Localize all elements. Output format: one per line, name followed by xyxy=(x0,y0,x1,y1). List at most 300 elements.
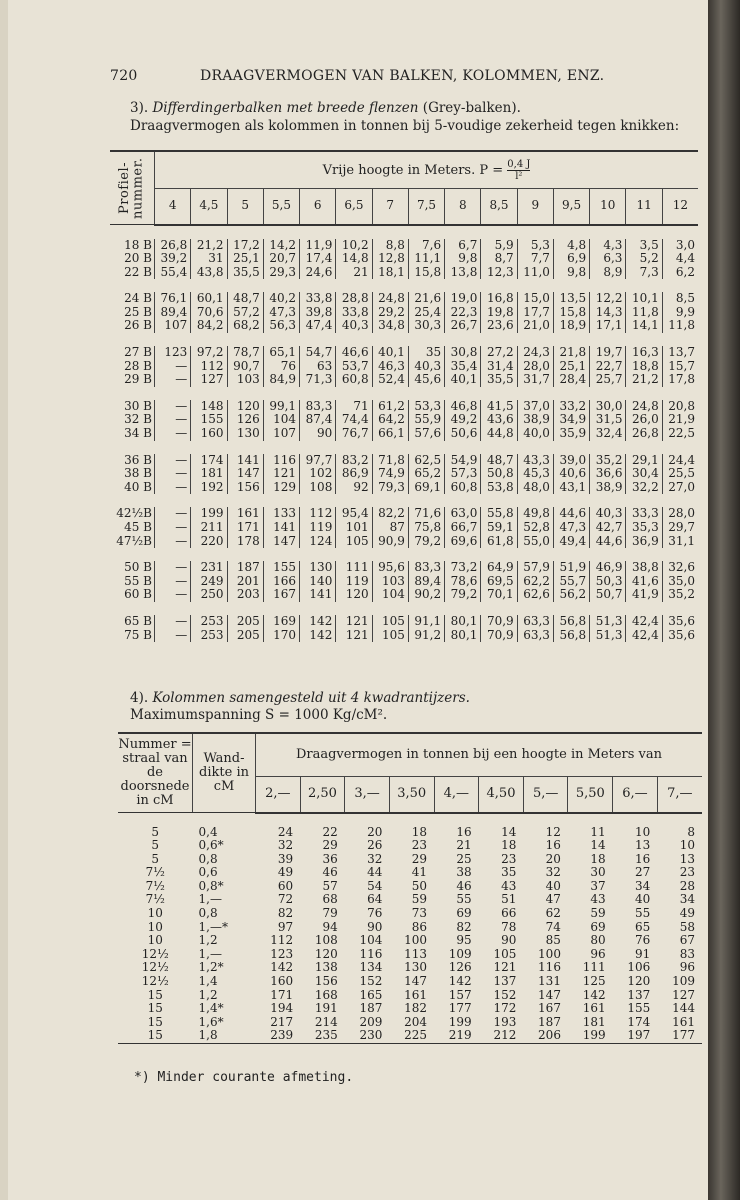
height-header: 2,50 xyxy=(300,777,345,813)
value-cell: 23 xyxy=(501,851,517,866)
value-cell: 253 xyxy=(191,615,227,629)
value-cell: 28 xyxy=(679,878,695,893)
value-cell: 44,6 xyxy=(590,535,626,549)
value-cell: 64 xyxy=(367,892,383,907)
value-cell: 82 xyxy=(456,919,472,934)
value-cell: 80 xyxy=(590,933,606,948)
height-header: 5,— xyxy=(523,777,568,813)
footnote: *) Minder courante afmeting. xyxy=(134,1070,354,1085)
value-cell: 47,4 xyxy=(300,319,336,333)
value-cell: 39 xyxy=(277,851,294,866)
value-cell: — xyxy=(155,507,191,521)
value-cell: 147 xyxy=(263,535,299,549)
running-header xyxy=(110,68,700,90)
value-cell: 214 xyxy=(314,1014,338,1029)
value-cell: 61,8 xyxy=(481,535,517,549)
value-cell: 60,8 xyxy=(445,481,481,495)
profile-cell: 36 B xyxy=(124,452,152,467)
value-cell: 142 xyxy=(582,987,606,1002)
profile-cell: 47½B xyxy=(116,533,152,548)
value-cell: 156 xyxy=(227,481,263,495)
value-cell: 120 xyxy=(627,974,651,989)
table-row xyxy=(110,413,698,427)
table-row xyxy=(118,921,702,935)
value-cell: — xyxy=(155,561,191,575)
value-cell: 46 xyxy=(456,878,472,893)
value-cell: 18 xyxy=(411,824,428,839)
section-3-number: 3). xyxy=(130,100,149,116)
value-cell: 4,3 xyxy=(590,239,626,253)
value-cell: 91 xyxy=(634,946,651,961)
table-row xyxy=(110,507,698,521)
value-cell: 46,6 xyxy=(336,346,372,360)
value-cell: 54,7 xyxy=(300,346,336,360)
table-row xyxy=(110,467,698,481)
table-row xyxy=(118,880,702,894)
value-cell: 35,6 xyxy=(662,615,698,629)
value-cell: 100 xyxy=(538,946,561,961)
table-1-body xyxy=(110,225,698,643)
value-cell: 141 xyxy=(263,521,299,535)
value-cell: 46 xyxy=(322,865,338,880)
value-cell: 59 xyxy=(590,906,606,921)
wall-cell: 1,8 xyxy=(198,1028,218,1043)
value-cell: 71,3 xyxy=(300,373,336,387)
value-cell: 97,7 xyxy=(300,454,336,468)
value-cell: 16 xyxy=(634,851,651,866)
value-cell: 4,8 xyxy=(553,239,589,253)
value-cell: 192 xyxy=(191,481,227,495)
value-cell: 91,2 xyxy=(408,629,444,643)
table-row xyxy=(110,454,698,468)
value-cell: 44,8 xyxy=(481,427,517,441)
value-cell: 17,7 xyxy=(517,306,553,320)
value-cell: 24 xyxy=(277,824,294,839)
value-cell: 46,8 xyxy=(445,400,481,414)
value-cell: 73 xyxy=(411,906,428,921)
value-cell: 26,7 xyxy=(445,319,481,333)
height-header: 10 xyxy=(590,189,626,225)
value-cell: 60 xyxy=(277,878,294,893)
value-cell: 142 xyxy=(300,629,336,643)
page-number: 720 xyxy=(110,68,138,84)
value-cell: 31,5 xyxy=(590,413,626,427)
quadrant-column-table xyxy=(118,732,702,1044)
value-cell: 14 xyxy=(590,838,606,853)
value-cell: 69,1 xyxy=(408,481,444,495)
height-header: 4,5 xyxy=(191,189,227,225)
value-cell: 8 xyxy=(687,824,695,839)
value-cell: 13,8 xyxy=(445,266,481,280)
value-cell: 219 xyxy=(448,1028,472,1043)
value-cell: 130 xyxy=(300,561,336,575)
value-cell: 16,3 xyxy=(626,346,662,360)
value-cell: 177 xyxy=(448,1001,472,1016)
value-cell: 32 xyxy=(545,865,561,880)
profile-cell: 50 B xyxy=(124,560,152,575)
table-row xyxy=(118,961,702,975)
value-cell: 20,7 xyxy=(263,252,299,266)
value-cell: 95,4 xyxy=(336,507,372,521)
table-row xyxy=(118,866,702,880)
value-cell: 217 xyxy=(270,1014,294,1029)
wall-cell: 0,8 xyxy=(198,906,218,921)
number-cell: 7½ xyxy=(145,878,165,893)
value-cell: 80,1 xyxy=(445,615,481,629)
value-cell: 27,2 xyxy=(481,346,517,360)
value-cell: 46,9 xyxy=(590,561,626,575)
wall-cell: 0,8 xyxy=(198,851,218,866)
value-cell: 56,3 xyxy=(263,319,299,333)
value-cell: 9,8 xyxy=(553,266,589,280)
value-cell: 70,1 xyxy=(481,588,517,602)
value-cell: 18,9 xyxy=(553,319,589,333)
value-cell: 250 xyxy=(191,588,227,602)
value-cell: — xyxy=(155,615,191,629)
value-cell: 112 xyxy=(270,933,294,948)
table-row xyxy=(118,1029,702,1043)
value-cell: 68,2 xyxy=(227,319,263,333)
value-cell: 12 xyxy=(545,824,561,839)
value-cell: 76 xyxy=(634,933,651,948)
section-3-subtitle: Draagvermogen als kolommen in tonnen bij 5-voudige zekerheid tegen knikken: xyxy=(130,118,680,134)
value-cell: 199 xyxy=(448,1014,472,1029)
value-cell: 32,4 xyxy=(590,427,626,441)
value-cell: 142 xyxy=(448,974,472,989)
value-cell: 78,6 xyxy=(445,575,481,589)
value-cell: 4,4 xyxy=(662,252,698,266)
value-cell: 70,9 xyxy=(481,615,517,629)
value-cell: 29,1 xyxy=(626,454,662,468)
profile-cell: 60 B xyxy=(124,587,152,602)
value-cell: 161 xyxy=(582,1001,606,1016)
value-cell: 69,5 xyxy=(481,575,517,589)
value-cell: 12,2 xyxy=(590,292,626,306)
height-header: 2,— xyxy=(256,777,301,813)
value-cell: 40,3 xyxy=(408,360,444,374)
value-cell: 20 xyxy=(545,851,561,866)
profile-cell: 22 B xyxy=(124,264,152,279)
value-cell: 18 xyxy=(501,838,517,853)
value-cell: 56,8 xyxy=(553,615,589,629)
value-cell: 206 xyxy=(538,1028,561,1043)
value-cell: 90,7 xyxy=(227,360,263,374)
value-cell: 142 xyxy=(300,615,336,629)
value-cell: 105 xyxy=(336,535,372,549)
wall-cell: 1,4* xyxy=(198,1001,224,1016)
value-cell: 92 xyxy=(336,481,372,495)
value-cell: 37,0 xyxy=(517,400,553,414)
value-cell: 89,4 xyxy=(408,575,444,589)
value-cell: 21,0 xyxy=(517,319,553,333)
value-cell: 63,0 xyxy=(445,507,481,521)
value-cell: 211 xyxy=(191,521,227,535)
value-cell: 97 xyxy=(277,919,294,934)
value-cell: 174 xyxy=(627,1014,651,1029)
value-cell: 72 xyxy=(277,892,294,907)
value-cell: 108 xyxy=(314,933,338,948)
table-row xyxy=(118,989,702,1003)
value-cell: 29,7 xyxy=(662,521,698,535)
value-cell: 6,9 xyxy=(553,252,589,266)
value-cell: 55 xyxy=(456,892,472,907)
value-cell: 144 xyxy=(672,1001,695,1016)
value-cell: 155 xyxy=(627,1001,651,1016)
section-3-title xyxy=(130,100,521,116)
value-cell: 249 xyxy=(191,575,227,589)
value-cell: 235 xyxy=(314,1028,338,1043)
value-cell: 62,6 xyxy=(517,588,553,602)
value-cell: 35,0 xyxy=(662,575,698,589)
value-cell: 157 xyxy=(448,987,472,1002)
value-cell: 11 xyxy=(590,824,606,839)
value-cell: 80,1 xyxy=(445,629,481,643)
value-cell: 26,0 xyxy=(626,413,662,427)
value-cell: 51,9 xyxy=(553,561,589,575)
value-cell: 50,8 xyxy=(481,467,517,481)
value-cell: 97,2 xyxy=(191,346,227,360)
value-cell: 63,3 xyxy=(517,629,553,643)
value-cell: 29 xyxy=(411,851,428,866)
value-cell: 212 xyxy=(493,1028,517,1043)
value-cell: 253 xyxy=(191,629,227,643)
formula-numerator: 0,4 J xyxy=(507,158,531,170)
value-cell: — xyxy=(155,535,191,549)
value-cell: 170 xyxy=(263,629,299,643)
value-cell: 127 xyxy=(672,987,695,1002)
value-cell: 71 xyxy=(336,400,372,414)
value-cell: 39,8 xyxy=(300,306,336,320)
value-cell: 129 xyxy=(263,481,299,495)
value-cell: 48,7 xyxy=(227,292,263,306)
height-header: 6,5 xyxy=(336,189,372,225)
section-4-title xyxy=(130,690,470,706)
number-cell: 7½ xyxy=(145,892,165,907)
spacer-cell xyxy=(118,813,702,826)
value-cell: 147 xyxy=(538,987,561,1002)
value-cell: — xyxy=(155,588,191,602)
value-cell: 75,8 xyxy=(408,521,444,535)
value-cell: 107 xyxy=(155,319,191,333)
value-cell: 68 xyxy=(322,892,338,907)
value-cell: 41,9 xyxy=(626,588,662,602)
height-header: 5,5 xyxy=(263,189,299,225)
value-cell: 10 xyxy=(679,838,695,853)
section-3-title-italic: Differdingerbalken met breede flenzen xyxy=(152,100,419,116)
profile-cell: 28 B xyxy=(124,358,152,373)
value-cell: — xyxy=(155,360,191,374)
value-cell: 101 xyxy=(336,521,372,535)
table-row xyxy=(118,1016,702,1030)
value-cell: 171 xyxy=(227,521,263,535)
value-cell: 10,1 xyxy=(626,292,662,306)
value-cell: 205 xyxy=(227,615,263,629)
value-cell: 109 xyxy=(448,946,472,961)
value-cell: 25,4 xyxy=(408,306,444,320)
value-cell: 112 xyxy=(191,360,227,374)
value-cell: 41,5 xyxy=(481,400,517,414)
value-cell: 16 xyxy=(456,824,472,839)
table-row xyxy=(110,346,698,360)
value-cell: 56,2 xyxy=(553,588,589,602)
value-cell: 49 xyxy=(277,865,294,880)
value-cell: 197 xyxy=(627,1028,651,1043)
value-cell: — xyxy=(155,427,191,441)
value-cell: 55 xyxy=(634,906,651,921)
value-cell: 100 xyxy=(404,933,428,948)
value-cell: 120 xyxy=(227,400,263,414)
table-row xyxy=(110,561,698,575)
value-cell: 49 xyxy=(679,906,695,921)
value-cell: 7,3 xyxy=(626,266,662,280)
value-cell: 104 xyxy=(372,588,408,602)
profile-cell: 40 B xyxy=(124,479,152,494)
profile-cell: 29 B xyxy=(124,372,152,387)
value-cell: 42,4 xyxy=(626,615,662,629)
table-row xyxy=(118,839,702,853)
value-cell: 209 xyxy=(359,1014,383,1029)
value-cell: 11,9 xyxy=(300,239,336,253)
value-cell: 18,8 xyxy=(626,360,662,374)
value-cell: 61,2 xyxy=(372,400,408,414)
value-cell: 38,9 xyxy=(517,413,553,427)
value-cell: 191 xyxy=(314,1001,338,1016)
formula-denominator: l² xyxy=(515,170,523,182)
value-cell: 27 xyxy=(634,865,651,880)
value-cell: 6,2 xyxy=(662,266,698,280)
value-cell: 181 xyxy=(582,1014,606,1029)
value-cell: 199 xyxy=(582,1028,606,1043)
number-cell: 5 xyxy=(151,838,160,853)
value-cell: 99,1 xyxy=(263,400,299,414)
wall-cell: 0,4 xyxy=(198,824,218,839)
value-cell: 105 xyxy=(372,629,408,643)
value-cell: 166 xyxy=(263,575,299,589)
profile-cell: 27 B xyxy=(124,345,152,360)
value-cell: 40,0 xyxy=(517,427,553,441)
value-cell: 35,5 xyxy=(227,266,263,280)
value-cell: 53,7 xyxy=(336,360,372,374)
height-header: 7 xyxy=(372,189,408,225)
value-cell: 48,7 xyxy=(481,454,517,468)
profile-cell: 38 B xyxy=(124,466,152,481)
value-cell: 63,3 xyxy=(517,615,553,629)
value-cell: 64,2 xyxy=(372,413,408,427)
value-cell: 74,4 xyxy=(336,413,372,427)
table-row xyxy=(110,588,698,602)
value-cell: 89,4 xyxy=(155,306,191,320)
value-cell: 48,0 xyxy=(517,481,553,495)
value-cell: 25,1 xyxy=(553,360,589,374)
value-cell: 111 xyxy=(582,960,606,975)
value-cell: 30,3 xyxy=(408,319,444,333)
wall-cell: 1,2* xyxy=(198,960,224,975)
value-cell: 32 xyxy=(277,838,294,853)
value-cell: 56,8 xyxy=(553,629,589,643)
value-cell: 193 xyxy=(493,1014,517,1029)
value-cell: 16,8 xyxy=(481,292,517,306)
value-cell: 155 xyxy=(191,413,227,427)
value-cell: 40,1 xyxy=(372,346,408,360)
value-cell: 199 xyxy=(191,507,227,521)
value-cell: 12,8 xyxy=(372,252,408,266)
value-cell: 116 xyxy=(359,946,383,961)
col-number-header: Nummer = straal van de doorsnede in cM xyxy=(118,733,193,813)
value-cell: 5,2 xyxy=(626,252,662,266)
value-cell: 65 xyxy=(634,919,651,934)
value-cell: 204 xyxy=(404,1014,428,1029)
value-cell: 83,3 xyxy=(408,561,444,575)
value-cell: 30 xyxy=(590,865,606,880)
value-cell: 28,0 xyxy=(662,507,698,521)
value-cell: — xyxy=(155,373,191,387)
value-cell: 65,1 xyxy=(263,346,299,360)
value-cell: 205 xyxy=(227,629,263,643)
value-cell: — xyxy=(155,481,191,495)
value-cell: 67 xyxy=(679,933,695,948)
value-cell: 177 xyxy=(672,1028,695,1043)
value-cell: 51 xyxy=(501,892,517,907)
value-cell: 31,1 xyxy=(662,535,698,549)
value-cell: 52,4 xyxy=(372,373,408,387)
value-cell: 174 xyxy=(191,454,227,468)
section-4-number: 4). xyxy=(130,690,149,706)
value-cell: 36 xyxy=(322,851,338,866)
value-cell: 14,3 xyxy=(590,306,626,320)
value-cell: 40,3 xyxy=(336,319,372,333)
value-cell: 126 xyxy=(227,413,263,427)
value-cell: 20 xyxy=(367,824,383,839)
value-cell: 29 xyxy=(322,838,338,853)
value-cell: 160 xyxy=(270,974,294,989)
height-header-row xyxy=(110,189,698,225)
table-row xyxy=(110,521,698,535)
value-cell: 70,9 xyxy=(481,629,517,643)
value-cell: 96 xyxy=(590,946,606,961)
value-cell: 3,0 xyxy=(662,239,698,253)
value-cell: 152 xyxy=(359,974,383,989)
span-header xyxy=(155,151,699,189)
table-row xyxy=(110,360,698,374)
table-row xyxy=(118,934,702,948)
col-wall-header: Wand-dikte in cM xyxy=(193,733,256,813)
value-cell: 239 xyxy=(270,1028,294,1043)
value-cell: 53,3 xyxy=(408,400,444,414)
value-cell: 54,9 xyxy=(445,454,481,468)
value-cell: 95 xyxy=(456,933,472,948)
value-cell: 78 xyxy=(501,919,517,934)
value-cell: 41 xyxy=(411,865,428,880)
value-cell: 71,6 xyxy=(408,507,444,521)
group-spacer xyxy=(110,441,698,454)
value-cell: 142 xyxy=(270,960,294,975)
value-cell: 17,4 xyxy=(300,252,336,266)
value-cell: 167 xyxy=(538,1001,561,1016)
group-spacer xyxy=(110,225,698,239)
profile-cell: 34 B xyxy=(124,426,152,441)
number-cell: 15 xyxy=(147,1014,163,1029)
value-cell: 38,9 xyxy=(590,481,626,495)
value-cell: 220 xyxy=(191,535,227,549)
value-cell: 119 xyxy=(336,575,372,589)
value-cell: 95,6 xyxy=(372,561,408,575)
value-cell: 60,1 xyxy=(191,292,227,306)
value-cell: 7,6 xyxy=(408,239,444,253)
value-cell: 14,1 xyxy=(626,319,662,333)
value-cell: 36,9 xyxy=(626,535,662,549)
value-cell: 43 xyxy=(501,878,517,893)
value-cell: 83 xyxy=(679,946,695,961)
